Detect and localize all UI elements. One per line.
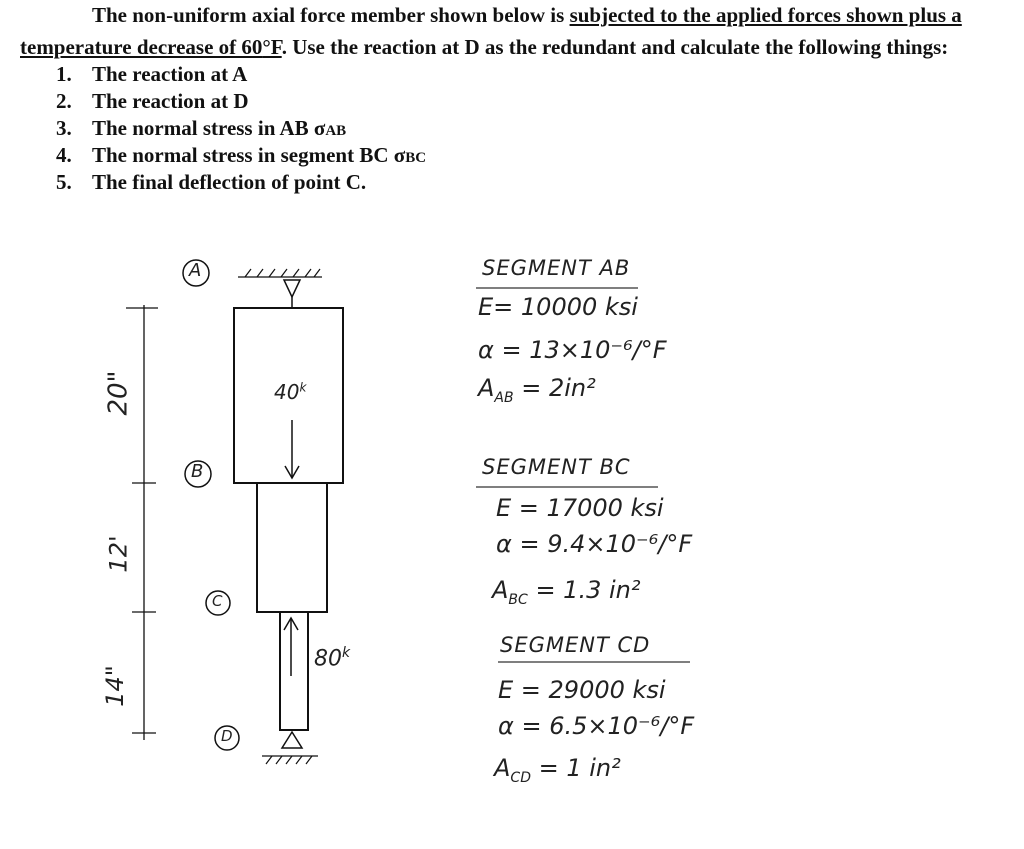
segment-bc-title: SEGMENT BC bbox=[482, 455, 631, 479]
point-b-label: B bbox=[191, 461, 204, 482]
segment-bc-shape bbox=[257, 483, 327, 612]
pin-support-bottom bbox=[282, 732, 302, 748]
task-item: 1. The reaction at A bbox=[56, 62, 248, 86]
segment-cd-modulus: E = 29000 ksi bbox=[498, 676, 666, 704]
segment-cd-title: SEGMENT CD bbox=[500, 633, 651, 657]
load-c-label: 80$^k$ bbox=[314, 645, 351, 672]
segment-bc-area: $A_{BC} = 1.3$ in² bbox=[492, 576, 641, 608]
task-item: 4. The normal stress in segment BC σBC bbox=[56, 143, 427, 167]
point-c-label: C bbox=[212, 592, 223, 610]
segment-ab-modulus: E= 10000 ksi bbox=[478, 293, 638, 321]
load-arrow-up bbox=[284, 618, 298, 676]
point-d-label: D bbox=[221, 727, 233, 745]
pin-support-top bbox=[284, 280, 300, 297]
segment-ab-title: SEGMENT AB bbox=[482, 256, 631, 280]
degree-unit: °F bbox=[262, 35, 282, 59]
intro-underlined: subjected to the applied forces shown plus a temperature decrease of 60 bbox=[20, 3, 962, 59]
segment-bc-modulus: E = 17000 ksi bbox=[496, 494, 664, 522]
support-hatch-bottom bbox=[262, 756, 318, 764]
support-hatch-top bbox=[238, 269, 322, 277]
dim-bc: 12' bbox=[104, 535, 133, 573]
dim-ab: 20" bbox=[103, 370, 134, 416]
segment-cd-alpha: α = 6.5×10⁻⁶/°F bbox=[498, 712, 695, 740]
segment-bc-alpha: α = 9.4×10⁻⁶/°F bbox=[496, 530, 693, 558]
task-item: 5. The final deflection of point C. bbox=[56, 170, 367, 194]
dim-cd: 14" bbox=[100, 665, 129, 707]
point-a-label: A bbox=[189, 260, 202, 281]
task-item: 2. The reaction at D bbox=[56, 89, 249, 113]
intro-text: The non-uniform axial force member shown below is bbox=[92, 3, 570, 27]
load-arrow-down bbox=[285, 420, 299, 478]
intro-text-2: . Use the reaction at D as the redundant and calculate the following things: bbox=[281, 35, 949, 59]
segment-cd-area: $A_{CD} = 1$ in² bbox=[494, 754, 621, 786]
load-b-label: 40$^k$ bbox=[274, 380, 307, 404]
segment-ab-area: $A_{AB} = 2in^2$ bbox=[478, 374, 596, 406]
task-item: 3. The normal stress in AB σAB bbox=[56, 116, 347, 140]
segment-ab-alpha: α = 13×10⁻⁶/°F bbox=[478, 336, 667, 364]
